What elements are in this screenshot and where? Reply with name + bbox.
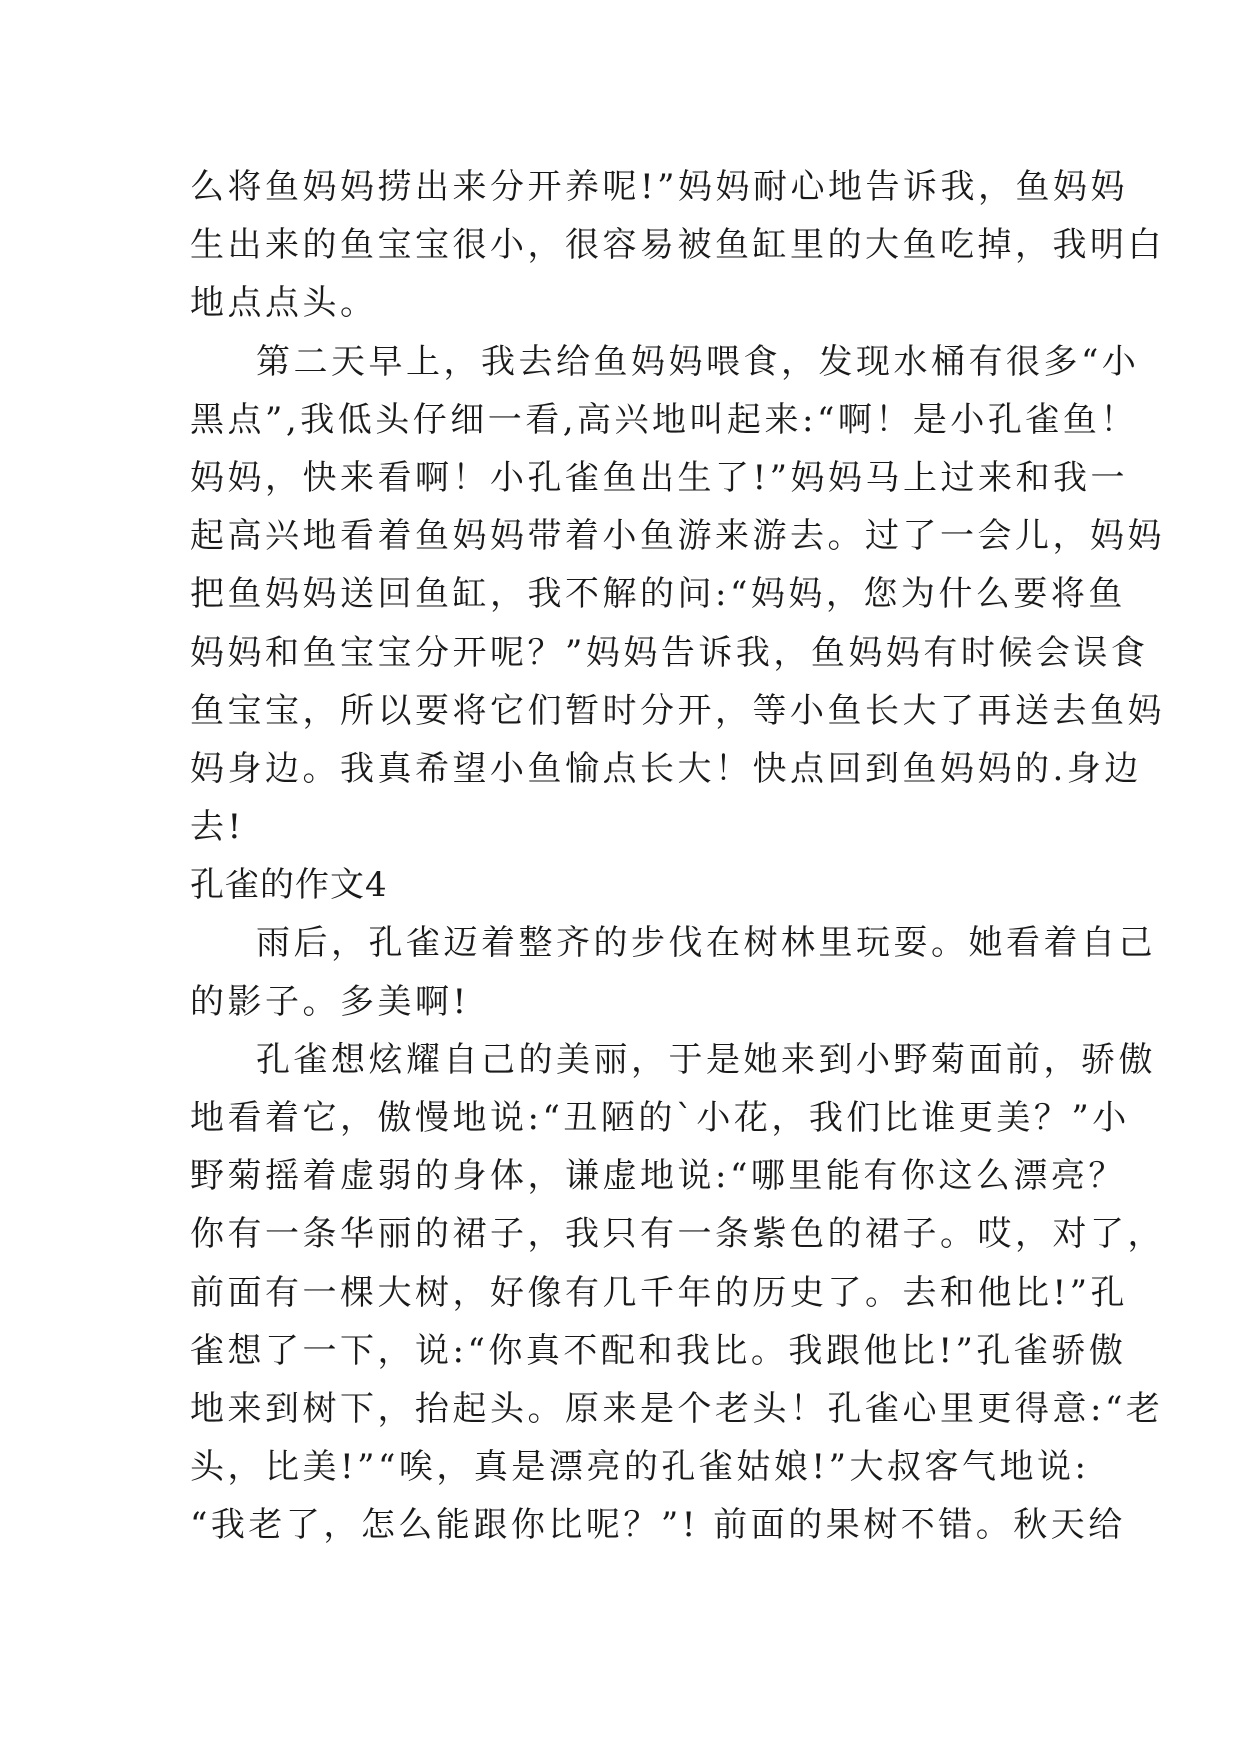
paragraph-second-day (190, 333, 1165, 857)
paragraph-continuation (190, 158, 1165, 333)
text-line: 么将鱼妈妈捞出来分开养呢!”妈妈耐心地告诉我，鱼妈妈 (190, 167, 1129, 207)
text-line: 妈妈和鱼宝宝分开呢？”妈妈告诉我，鱼妈妈有时候会误食 (190, 632, 1149, 673)
section-heading: 孔雀的作文4 (190, 865, 388, 906)
text-line: 鱼宝宝，所以要将它们暂时分开，等小鱼长大了再送去鱼妈 (190, 690, 1165, 731)
text-line: 把鱼妈妈送回鱼缸，我不解的问:“妈妈，您为什么要将鱼 (190, 574, 1126, 615)
document-page (190, 158, 1165, 1555)
text-line: 你有一条华丽的裙子，我只有一条紫色的裙子。哎，对了， (190, 1214, 1165, 1255)
text-line: 妈身边。我真希望小鱼愉点长大！快点回到鱼妈妈的.身边 (190, 748, 1142, 789)
text-line: 野菊摇着虚弱的身体，谦虚地说:“哪里能有你这么漂亮？ (190, 1156, 1126, 1197)
paragraph-peacock-showoff (190, 1031, 1165, 1555)
text-line: 起高兴地看着鱼妈妈带着小鱼游来游去。过了一会儿，妈妈 (190, 516, 1165, 557)
text-line: 孔雀想炫耀自己的美丽，于是她来到小野菊面前，骄傲 (256, 1039, 1156, 1080)
text-line: 头，比美!”“唉，真是漂亮的孔雀姑娘!”大叔客气地说: (190, 1447, 1090, 1488)
text-line: 前面有一棵大树，好像有几千年的历史了。去和他比!”孔 (190, 1272, 1129, 1313)
text-line: 雨后，孔雀迈着整齐的步伐在树林里玩耍。她看着自己 (256, 923, 1156, 964)
text-line: 黑点”,我低头仔细一看,高兴地叫起来:“啊！是小孔雀鱼！ (190, 399, 1138, 440)
text-line: “我老了，怎么能跟你比呢？”! 前面的果树不错。秋天给 (190, 1505, 1126, 1546)
text-line: 地来到树下，抬起头。原来是个老头！孔雀心里更得意:“老 (190, 1388, 1164, 1429)
paragraph-after-rain (190, 914, 1156, 1030)
text-line: 地点点头。 (190, 283, 378, 324)
text-line: 雀想了一下，说:“你真不配和我比。我跟他比!”孔雀骄傲 (190, 1330, 1127, 1371)
text-line: 妈妈，快来看啊！小孔雀鱼出生了!”妈妈马上过来和我一 (190, 457, 1129, 498)
text-line: 的影子。多美啊! (190, 981, 470, 1022)
text-line: 生出来的鱼宝宝很小，很容易被鱼缸里的大鱼吃掉，我明白 (190, 225, 1165, 266)
text-line: 去! (190, 807, 245, 848)
text-line: 地看着它，傲慢地说:“丑陋的`小花，我们比谁更美？”小 (190, 1098, 1130, 1138)
text-line: 第二天早上，我去给鱼妈妈喂食，发现水桶有很多“小 (256, 341, 1140, 382)
